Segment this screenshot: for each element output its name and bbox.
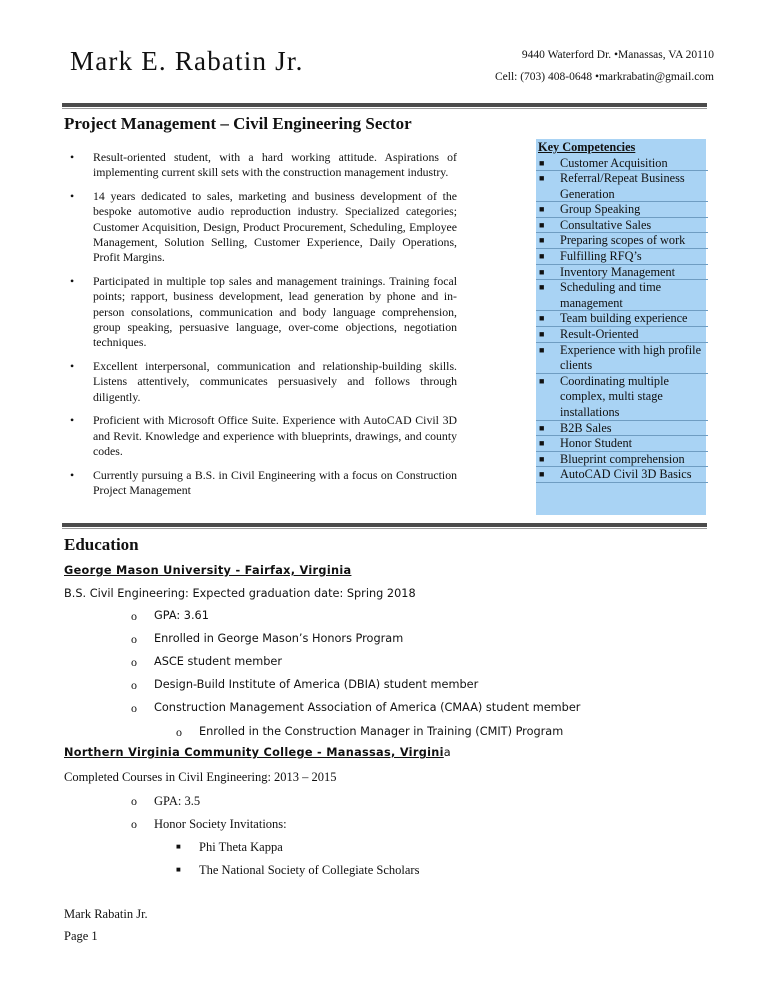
school-name-nvcc: Northern Virginia Community College - Manassas, Virginia [64, 746, 451, 759]
bullet-text: Proficient with Microsoft Office Suite. Experience with AutoCAD Civil 3D and Revit. Knowledge and experience with blueprints, drawings, and county codes. [93, 413, 457, 459]
list-item: • Currently pursuing a B.S. in Civil Engineering with a focus on Construction Project Management [70, 467, 457, 498]
address-line: 9440 Waterford Dr. •Manassas, VA 20110 [521, 49, 714, 61]
section-heading-education: Education [64, 535, 139, 554]
circle-bullet: o [131, 678, 137, 692]
competency-item: ■ Inventory Management [538, 265, 706, 281]
square-bullet: ■ [176, 865, 181, 874]
section-divider [62, 523, 707, 527]
list-item: • 14 years dedicated to sales, marketing and business development of the bespoke automotive audio reproduction industry. Specialized categories; Customer Acquisition, Design, Product Procurement, Scheduling, Employee Management, Solution Selling, Customer Experience, Daily Operations, Profit Margins. [70, 189, 457, 265]
list-item: • Excellent interpersonal, communication and relationship-building skills. Listens attentively, communicates persuasively and follows through diligently. [70, 359, 457, 404]
sub-list-item: Phi Theta Kappa [199, 840, 283, 854]
list-item: ASCE student member [154, 655, 283, 668]
bullet-text: 14 years dedicated to sales, marketing and business development of the bespoke automotive audio reproduction industry. Specialized categories; Customer Acquisition, Design, Product Procurement, Scheduling, Employee Management, Solution Selling, Customer Experience, Daily Operations, Profit Margins. [93, 189, 457, 265]
competency-item: ■ Experience with high profile clients [538, 343, 706, 374]
competency-item: ■ Scheduling and time management [538, 280, 706, 311]
competency-item: ■ Coordinating multiple complex, multi stage installations [538, 374, 706, 421]
competency-item: ■ Preparing scopes of work [538, 233, 706, 249]
sub-list-item: The National Society of Collegiate Scholars [199, 863, 420, 877]
candidate-name: Mark E. Rabatin Jr. [70, 46, 304, 76]
square-bullet: ■ [176, 842, 181, 851]
list-item: Construction Management Association of America (CMAA) student member [154, 701, 581, 714]
circle-bullet: o [176, 725, 182, 739]
circle-bullet: o [131, 817, 137, 831]
list-item: • Result-oriented student, with a hard working attitude. Aspirations of implementing current skill sets with the construction management industry. [70, 150, 457, 180]
competency-item: ■ Fulfilling RFQ’s [538, 249, 706, 265]
header-divider-thin [62, 108, 707, 109]
competency-item: ■ Consultative Sales [538, 218, 706, 234]
competency-item: ■ Honor Student [538, 436, 706, 452]
list-item: Design-Build Institute of America (DBIA) student member [154, 678, 479, 691]
contact-line: Cell: (703) 408-0648 •markrabatin@gmail.com [494, 71, 714, 83]
school-name-gmu: George Mason University - Fairfax, Virginia [64, 564, 352, 577]
circle-bullet: o [131, 655, 137, 669]
list-item: • Proficient with Microsoft Office Suite. Experience with AutoCAD Civil 3D and Revit. Knowledge and experience with blueprints, drawings, and county codes. [70, 413, 457, 459]
list-item: Enrolled in George Mason’s Honors Program [154, 632, 404, 645]
competency-item: ■ B2B Sales [538, 421, 706, 437]
competencies-list [538, 156, 706, 483]
list-item: GPA: 3.61 [154, 609, 209, 622]
footer-name: Mark Rabatin Jr. [64, 907, 148, 921]
circle-bullet: o [131, 701, 137, 715]
bullet-text: Result-oriented student, with a hard working attitude. Aspirations of implementing current skill sets with the construction management industry. [93, 150, 457, 180]
competency-item: ■ Result-Oriented [538, 327, 706, 343]
competency-item: ■ Customer Acquisition [538, 156, 706, 172]
competency-item: ■ Referral/Repeat Business Generation [538, 171, 706, 202]
bullet-text: Currently pursuing a B.S. in Civil Engineering with a focus on Construction Project Management [93, 467, 457, 498]
sub-list-item: Enrolled in the Construction Manager in Training (CMIT) Program [199, 725, 564, 738]
section-divider-thin [62, 528, 707, 529]
list-item: • Participated in multiple top sales and management trainings. Training focal points; rapport, business development, lead generation by phone and in-person consolations, communication and body language comprehension, group speaking, persuasive language, over-come objections, negotiation techniques. [70, 274, 457, 350]
competency-item: ■ AutoCAD Civil 3D Basics [538, 467, 706, 483]
project-management-list [64, 150, 457, 507]
courses-line: Completed Courses in Civil Engineering: 2013 – 2015 [64, 770, 337, 784]
list-item: GPA: 3.5 [154, 794, 201, 808]
bullet-text: Excellent interpersonal, communication and relationship-building skills. Listens attentively, communicates persuasively and follows through diligently. [93, 359, 457, 404]
competency-item: ■ Team building experience [538, 311, 706, 327]
circle-bullet: o [131, 609, 137, 623]
degree-line: B.S. Civil Engineering: Expected graduation date: Spring 2018 [64, 587, 416, 600]
circle-bullet: o [131, 632, 137, 646]
competency-item: ■ Blueprint comprehension [538, 452, 706, 468]
bullet-text: Participated in multiple top sales and management trainings. Training focal points; rapport, business development, lead generation by phone and in-person consolations, communication and body language comprehension, group speaking, persuasive language, over-come objections, negotiation techniques. [93, 274, 457, 350]
circle-bullet: o [131, 794, 137, 808]
page-number: Page 1 [64, 929, 98, 943]
list-item: Honor Society Invitations: [154, 817, 287, 831]
header-divider [62, 103, 707, 107]
competencies-title: Key Competencies [538, 140, 636, 154]
competency-item: ■ Group Speaking [538, 202, 706, 218]
section-heading-project-management: Project Management – Civil Engineering Sector [64, 114, 412, 133]
